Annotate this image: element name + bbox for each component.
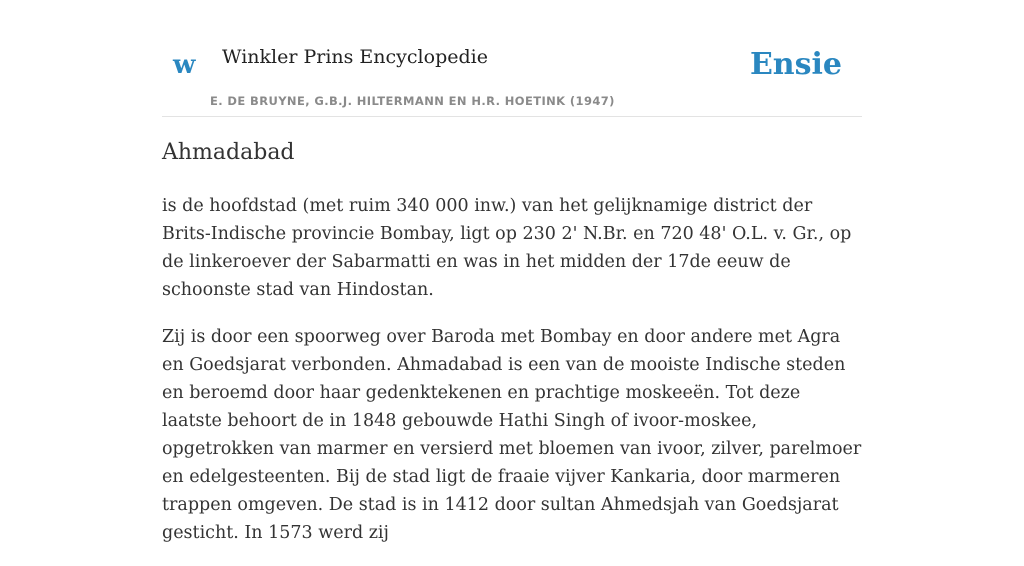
winkler-prins-logo-icon[interactable]: w — [173, 50, 196, 80]
entry-paragraph: is de hoofdstad (met ruim 340 000 inw.) van het gelijknamige district der Brits-Indische provincie Bombay, ligt op 230 2' N.Br. en 720 48' O.L. v. Gr., op de linkeroever der Sabarmatti en was in het midden der 17de eeuw de schoonste stad van Hindostan. — [162, 196, 852, 300]
source-header — [162, 0, 862, 117]
entry-body — [162, 192, 862, 566]
source-title[interactable]: Winkler Prins Encyclopedie — [222, 46, 488, 68]
entry-paragraph: Zij is door een spoorweg over Baroda met Bombay en door andere met Agra en Goedsjarat verbonden. Ahmadabad is een van de mooiste Indische steden en beroemd door haar gedenktekenen en prachtige moskeeën. Tot deze laatste behoort de in 1848 gebouwde Hathi Singh of ivoor-moskee, opgetrokken van marmer en versierd met bloemen van ivoor, zilver, parelmoer en edelgesteenten. Bij de stad ligt de fraaie vijver Kankaria, door marmeren trappen omgeven. De stad is in 1412 door sultan Ahmedsjah van Goedsjarat gesticht. In 1573 werd zij — [162, 327, 862, 543]
entry-title: Ahmadabad — [162, 140, 295, 165]
ensie-brand-link[interactable]: Ensie — [749, 47, 842, 82]
source-authors: E. DE BRUYNE, G.B.J. HILTERMANN EN H.R. HOETINK (1947) — [210, 94, 615, 108]
